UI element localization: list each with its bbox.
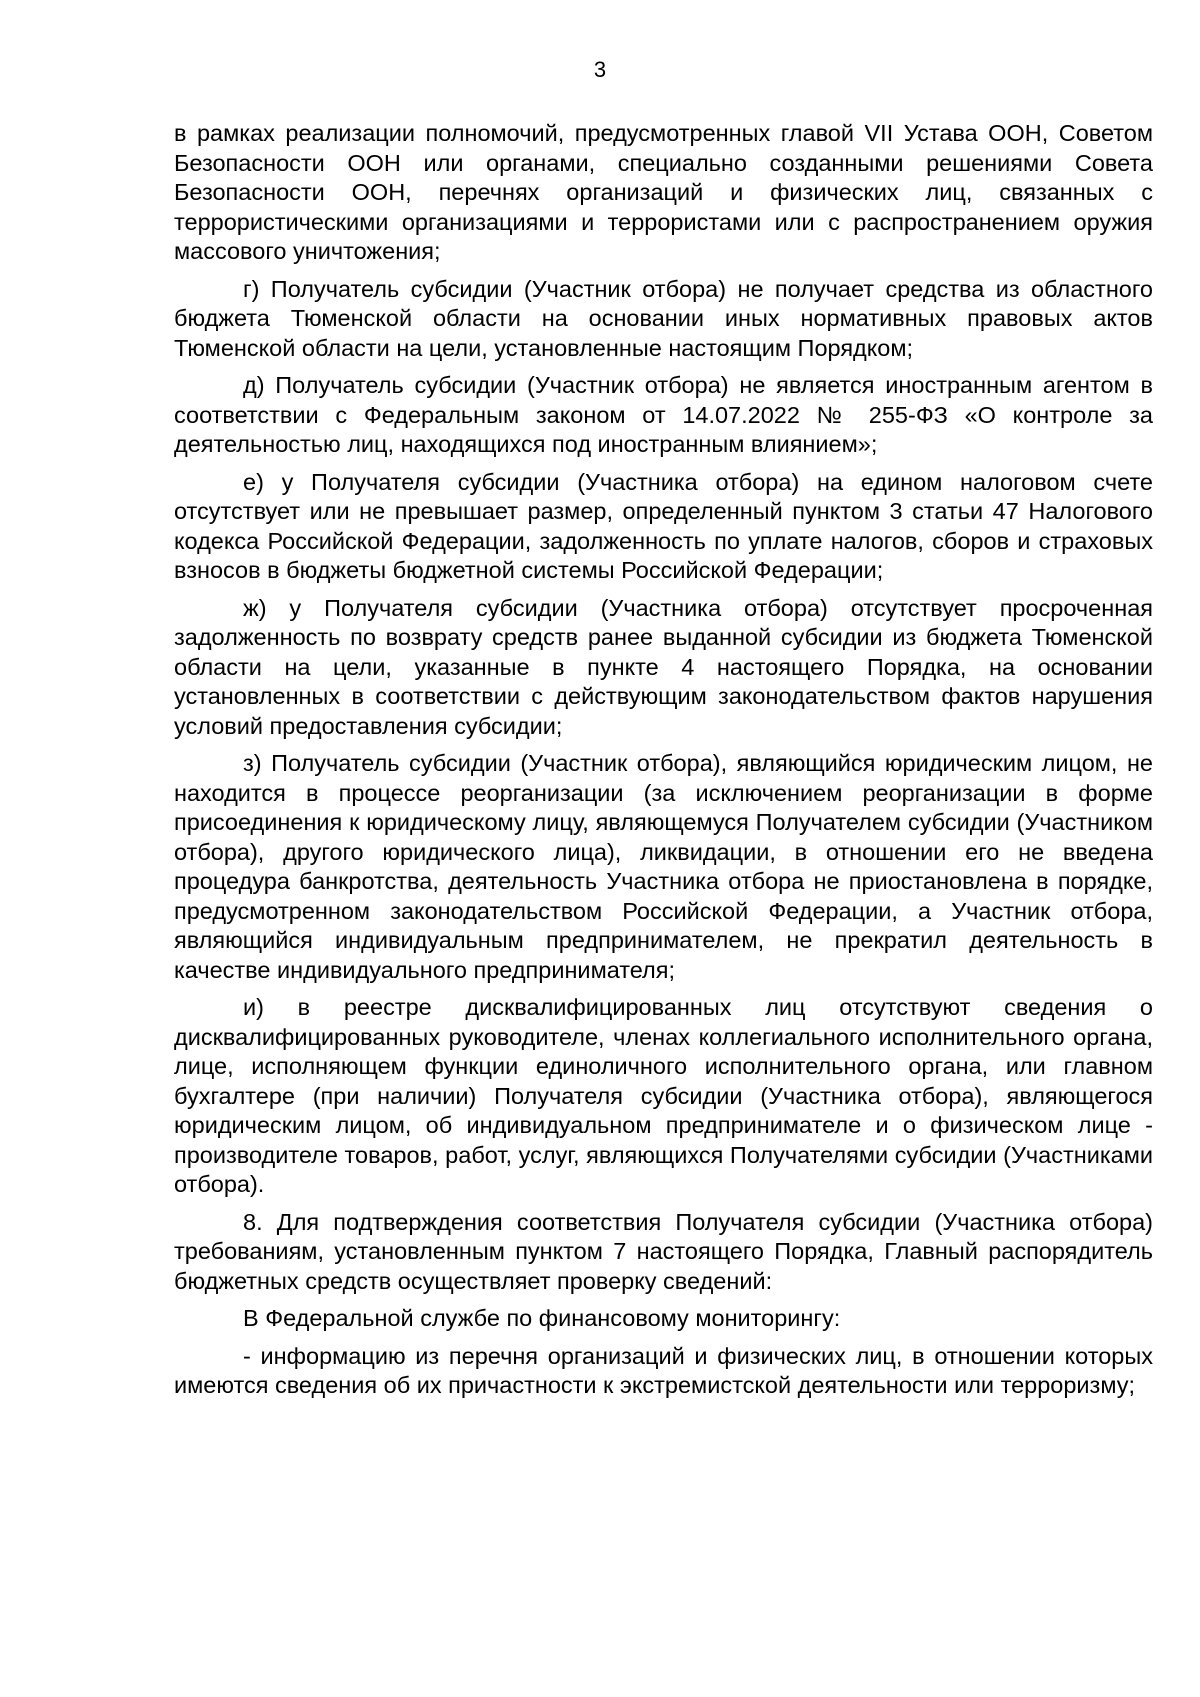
paragraph-item-i: и) в реестре дисквалифицированных лиц отсутствуют сведения о дисквалифицированных руководителе, членах коллегиального исполнительного органа, лице, исполняющем функции единоличного исполнительного органа, или главном бухгалтере (при наличии) Получателя субсидии (Участника отбора), являющегося юридическим лицом, об индивидуальном предпринимателе и о физическом лице - производителе товаров, работ, услуг, являющихся Получателями субсидии (Участниками отбора). (174, 994, 1153, 1197)
paragraph-fedmonitoring-heading: В Федеральной службе по финансовому мониторингу: (243, 1305, 841, 1331)
page-number: 3 (593, 57, 607, 82)
document-body (174, 119, 1153, 1409)
paragraph-clause-8: 8. Для подтверждения соответствия Получателя субсидии (Участника отбора) требованиям, установленным пунктом 7 настоящего Порядка, Главный распорядитель бюджетных средств осуществляет проверку сведений: (174, 1208, 1153, 1294)
paragraph-item-zh: ж) у Получателя субсидии (Участника отбора) отсутствует просроченная задолженность по возврату средств ранее выданной субсидии из бюджета Тюменской области на цели, указанные в пункте 4 настоящего Порядка, на основании установленных в соответствии с действующим законодательством фактов нарушения условий предоставления субсидии; (174, 594, 1153, 739)
paragraph-continuation: в рамках реализации полномочий, предусмотренных главой VII Устава ООН, Советом Безопасности ООН или органами, специально созданными решениями Совета Безопасности ООН, перечнях организаций и физических лиц, связанных с террористическими организациями и террористами или с распространением оружия массового уничтожения; (174, 120, 1153, 264)
paragraph-list-item: - информацию из перечня организаций и физических лиц, в отношении которых имеются сведения об их причастности к экстремистской деятельности или терроризму; (174, 1342, 1153, 1398)
paragraph-item-g: г) Получатель субсидии (Участник отбора) не получает средства из областного бюджета Тюменской области на основании иных нормативных правовых актов Тюменской области на цели, установленные настоящим Порядком; (174, 275, 1153, 361)
paragraph-item-z: з) Получатель субсидии (Участник отбора), являющийся юридическим лицом, не находится в процессе реорганизации (за исключением реорганизации в форме присоединения к юридическому лицу, являющемуся Получателем субсидии (Участником отбора), другого юридического лица), ликвидации, в отношении его не введена процедура банкротства, деятельность Участника отбора не приостановлена в порядке, предусмотренном законодательством Российской Федерации, а Участник отбора, являющийся индивидуальным предпринимателем, не прекратил деятельность в качестве индивидуального предпринимателя; (174, 750, 1153, 983)
paragraph-item-d: д) Получатель субсидии (Участник отбора) не является иностранным агентом в соответствии с Федеральным законом от 14.07.2022 № 255-ФЗ «О контроле за деятельностью лиц, находящихся под иностранным влиянием»; (174, 372, 1153, 457)
paragraph-item-e: е) у Получателя субсидии (Участника отбора) на едином налоговом счете отсутствует или не превышает размер, определенный пунктом 3 статьи 47 Налогового кодекса Российской Федерации, задолженность по уплате налогов, сборов и страховых взносов в бюджеты бюджетной системы Российской Федерации; (174, 468, 1153, 583)
